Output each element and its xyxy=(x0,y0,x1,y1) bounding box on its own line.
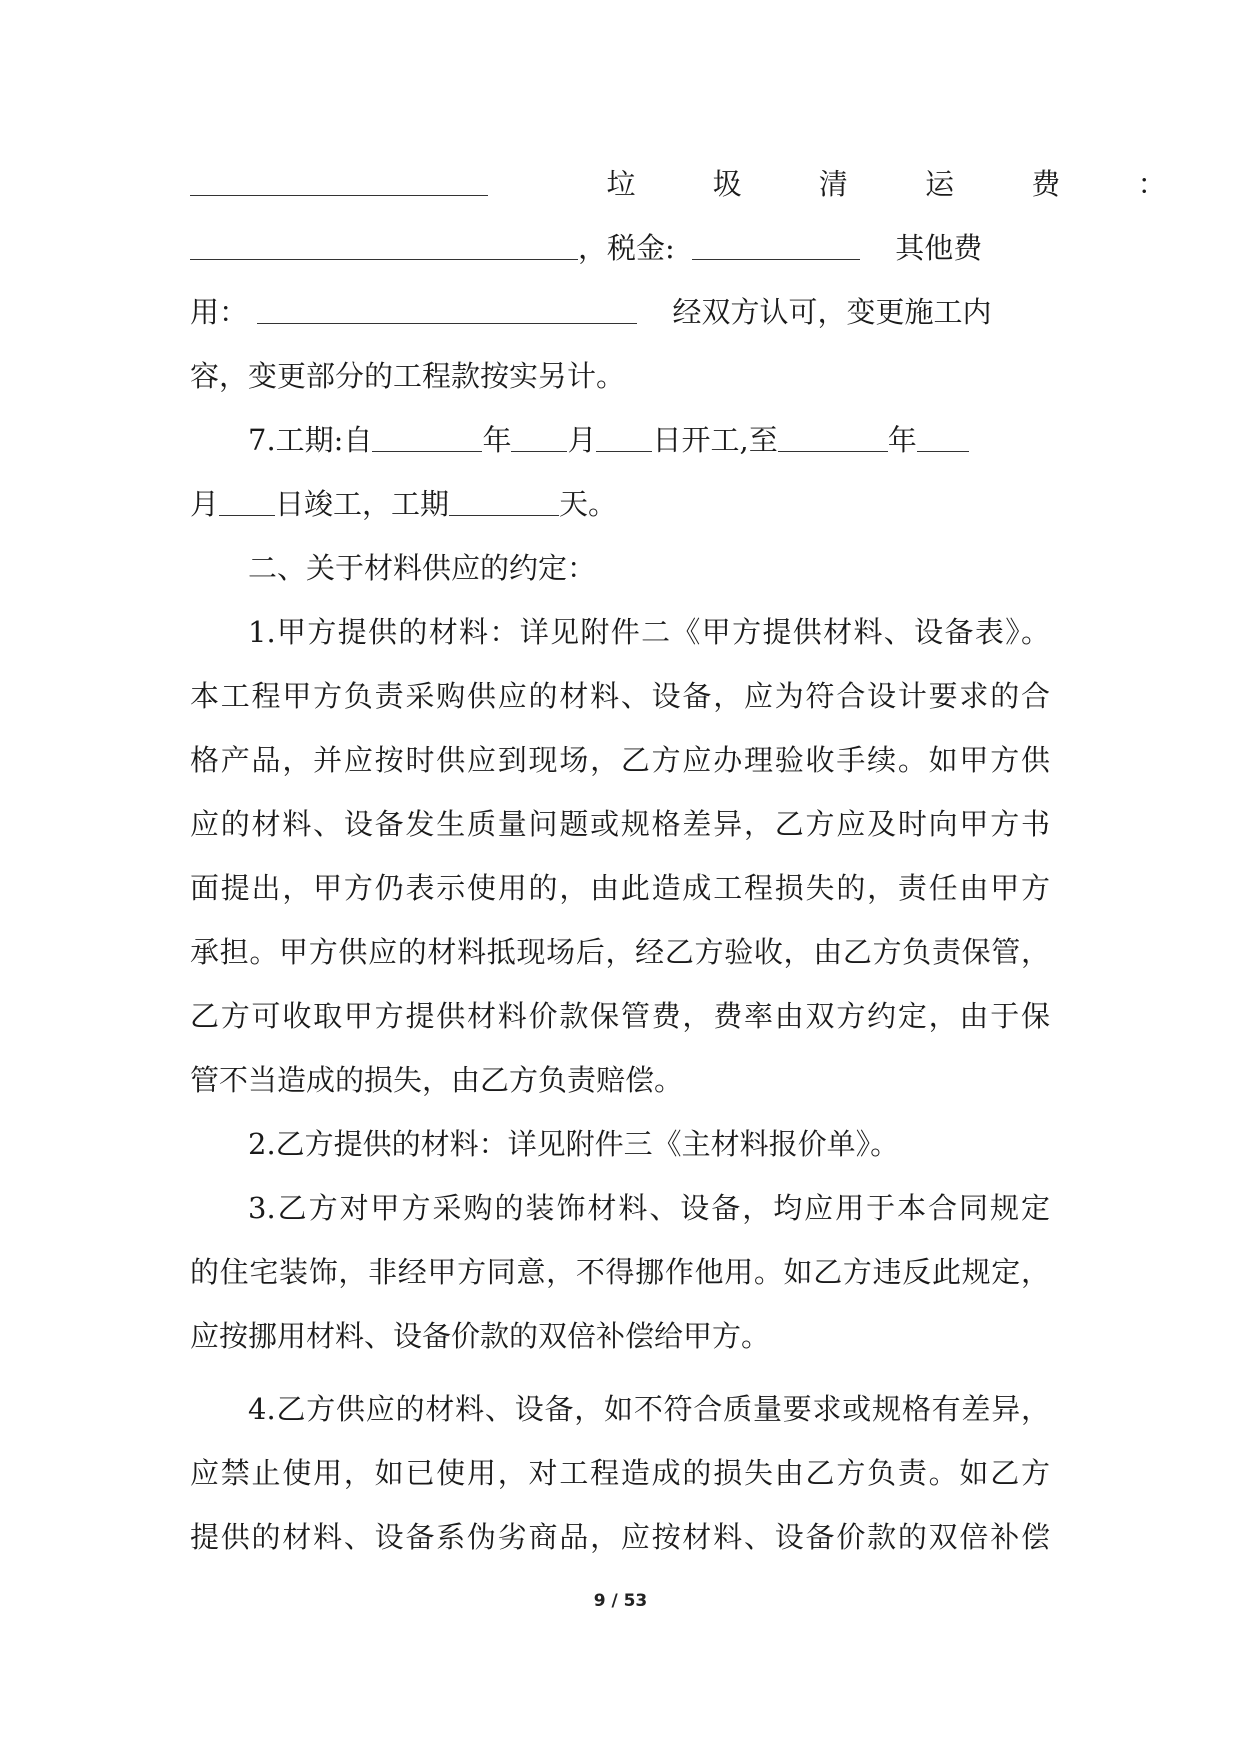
cost-line-garbage xyxy=(190,152,1201,216)
paragraph-line: 承担。甲方供应的材料抵现场后，经乙方验收，由乙方负责保管， xyxy=(190,935,1050,969)
other-fee-label-cont: 用： xyxy=(190,295,249,329)
fill-blank xyxy=(190,165,488,196)
fill-blank xyxy=(596,421,652,452)
fill-blank xyxy=(372,421,482,452)
year-label: 年 xyxy=(887,423,917,457)
change-approval-text: 经双方认可，变更施工内 xyxy=(672,295,992,329)
fill-blank xyxy=(449,485,559,516)
paragraph-line: 本工程甲方负责采购供应的材料、设备，应为符合设计要求的合 xyxy=(190,679,1050,713)
schedule-line xyxy=(190,408,1108,472)
paragraph-line: 面提出，甲方仍表示使用的，由此造成工程损失的，责任由甲方 xyxy=(190,871,1050,905)
fill-blank xyxy=(257,293,637,324)
paragraph-line: 乙方可收取甲方提供材料价款保管费，费率由双方约定，由于保 xyxy=(190,999,1050,1033)
paragraph-line: 的住宅装饰，非经甲方同意，不得挪作他用。如乙方违反此规定， xyxy=(190,1255,1050,1289)
garbage-fee-label: 垃 圾 清 运 费 ： xyxy=(606,167,1201,201)
schedule-label: 7.工期:自 xyxy=(248,423,373,457)
fill-blank xyxy=(917,421,969,452)
paragraph-line: 1.甲方提供的材料：详见附件二《甲方提供材料、设备表》。 xyxy=(248,615,1050,649)
cost-line-other xyxy=(190,280,1050,344)
page-number: 9 / 53 xyxy=(593,1591,648,1611)
fill-blank xyxy=(511,421,567,452)
paragraph-line: 应按挪用材料、设备价款的双倍补偿给甲方。 xyxy=(190,1319,771,1353)
month-label: 月 xyxy=(567,423,597,457)
paragraph-line: 格产品，并应按时供应到现场，乙方应办理验收手续。如甲方供 xyxy=(190,743,1050,777)
paragraph-line: 3.乙方对甲方采购的装饰材料、设备，均应用于本合同规定 xyxy=(248,1191,1050,1225)
end-day-label: 日竣工，工期 xyxy=(275,487,450,521)
paragraph-line: 2.乙方提供的材料：详见附件三《主材料报价单》。 xyxy=(248,1127,900,1161)
paragraph-line: 容，变更部分的工程款按实另计。 xyxy=(190,359,626,393)
paragraph-line: 应禁止使用，如已使用，对工程造成的损失由乙方负责。如乙方 xyxy=(190,1456,1050,1490)
section-heading: 二、关于材料供应的约定： xyxy=(248,551,597,585)
paragraph-line: 管不当造成的损失，由乙方负责赔偿。 xyxy=(190,1063,684,1097)
paragraph-line: 应的材料、设备发生质量问题或规格差异，乙方应及时向甲方书 xyxy=(190,807,1050,841)
start-day-label: 日开工,至 xyxy=(652,423,778,457)
month-label: 月 xyxy=(190,487,220,521)
paragraph-line: 提供的材料、设备系伪劣商品，应按材料、设备价款的双倍补偿 xyxy=(190,1520,1050,1554)
other-fee-label: 其他费 xyxy=(895,231,983,265)
tax-label: ，税金: xyxy=(578,231,675,265)
cost-line-tax xyxy=(190,216,1050,280)
schedule-line-cont xyxy=(190,472,1050,536)
year-label: 年 xyxy=(482,423,512,457)
days-label: 天。 xyxy=(559,487,618,521)
fill-blank xyxy=(778,421,888,452)
fill-blank xyxy=(692,229,860,260)
fill-blank xyxy=(190,229,578,260)
paragraph-line: 4.乙方供应的材料、设备，如不符合质量要求或规格有差异， xyxy=(248,1392,1050,1426)
fill-blank xyxy=(219,485,275,516)
